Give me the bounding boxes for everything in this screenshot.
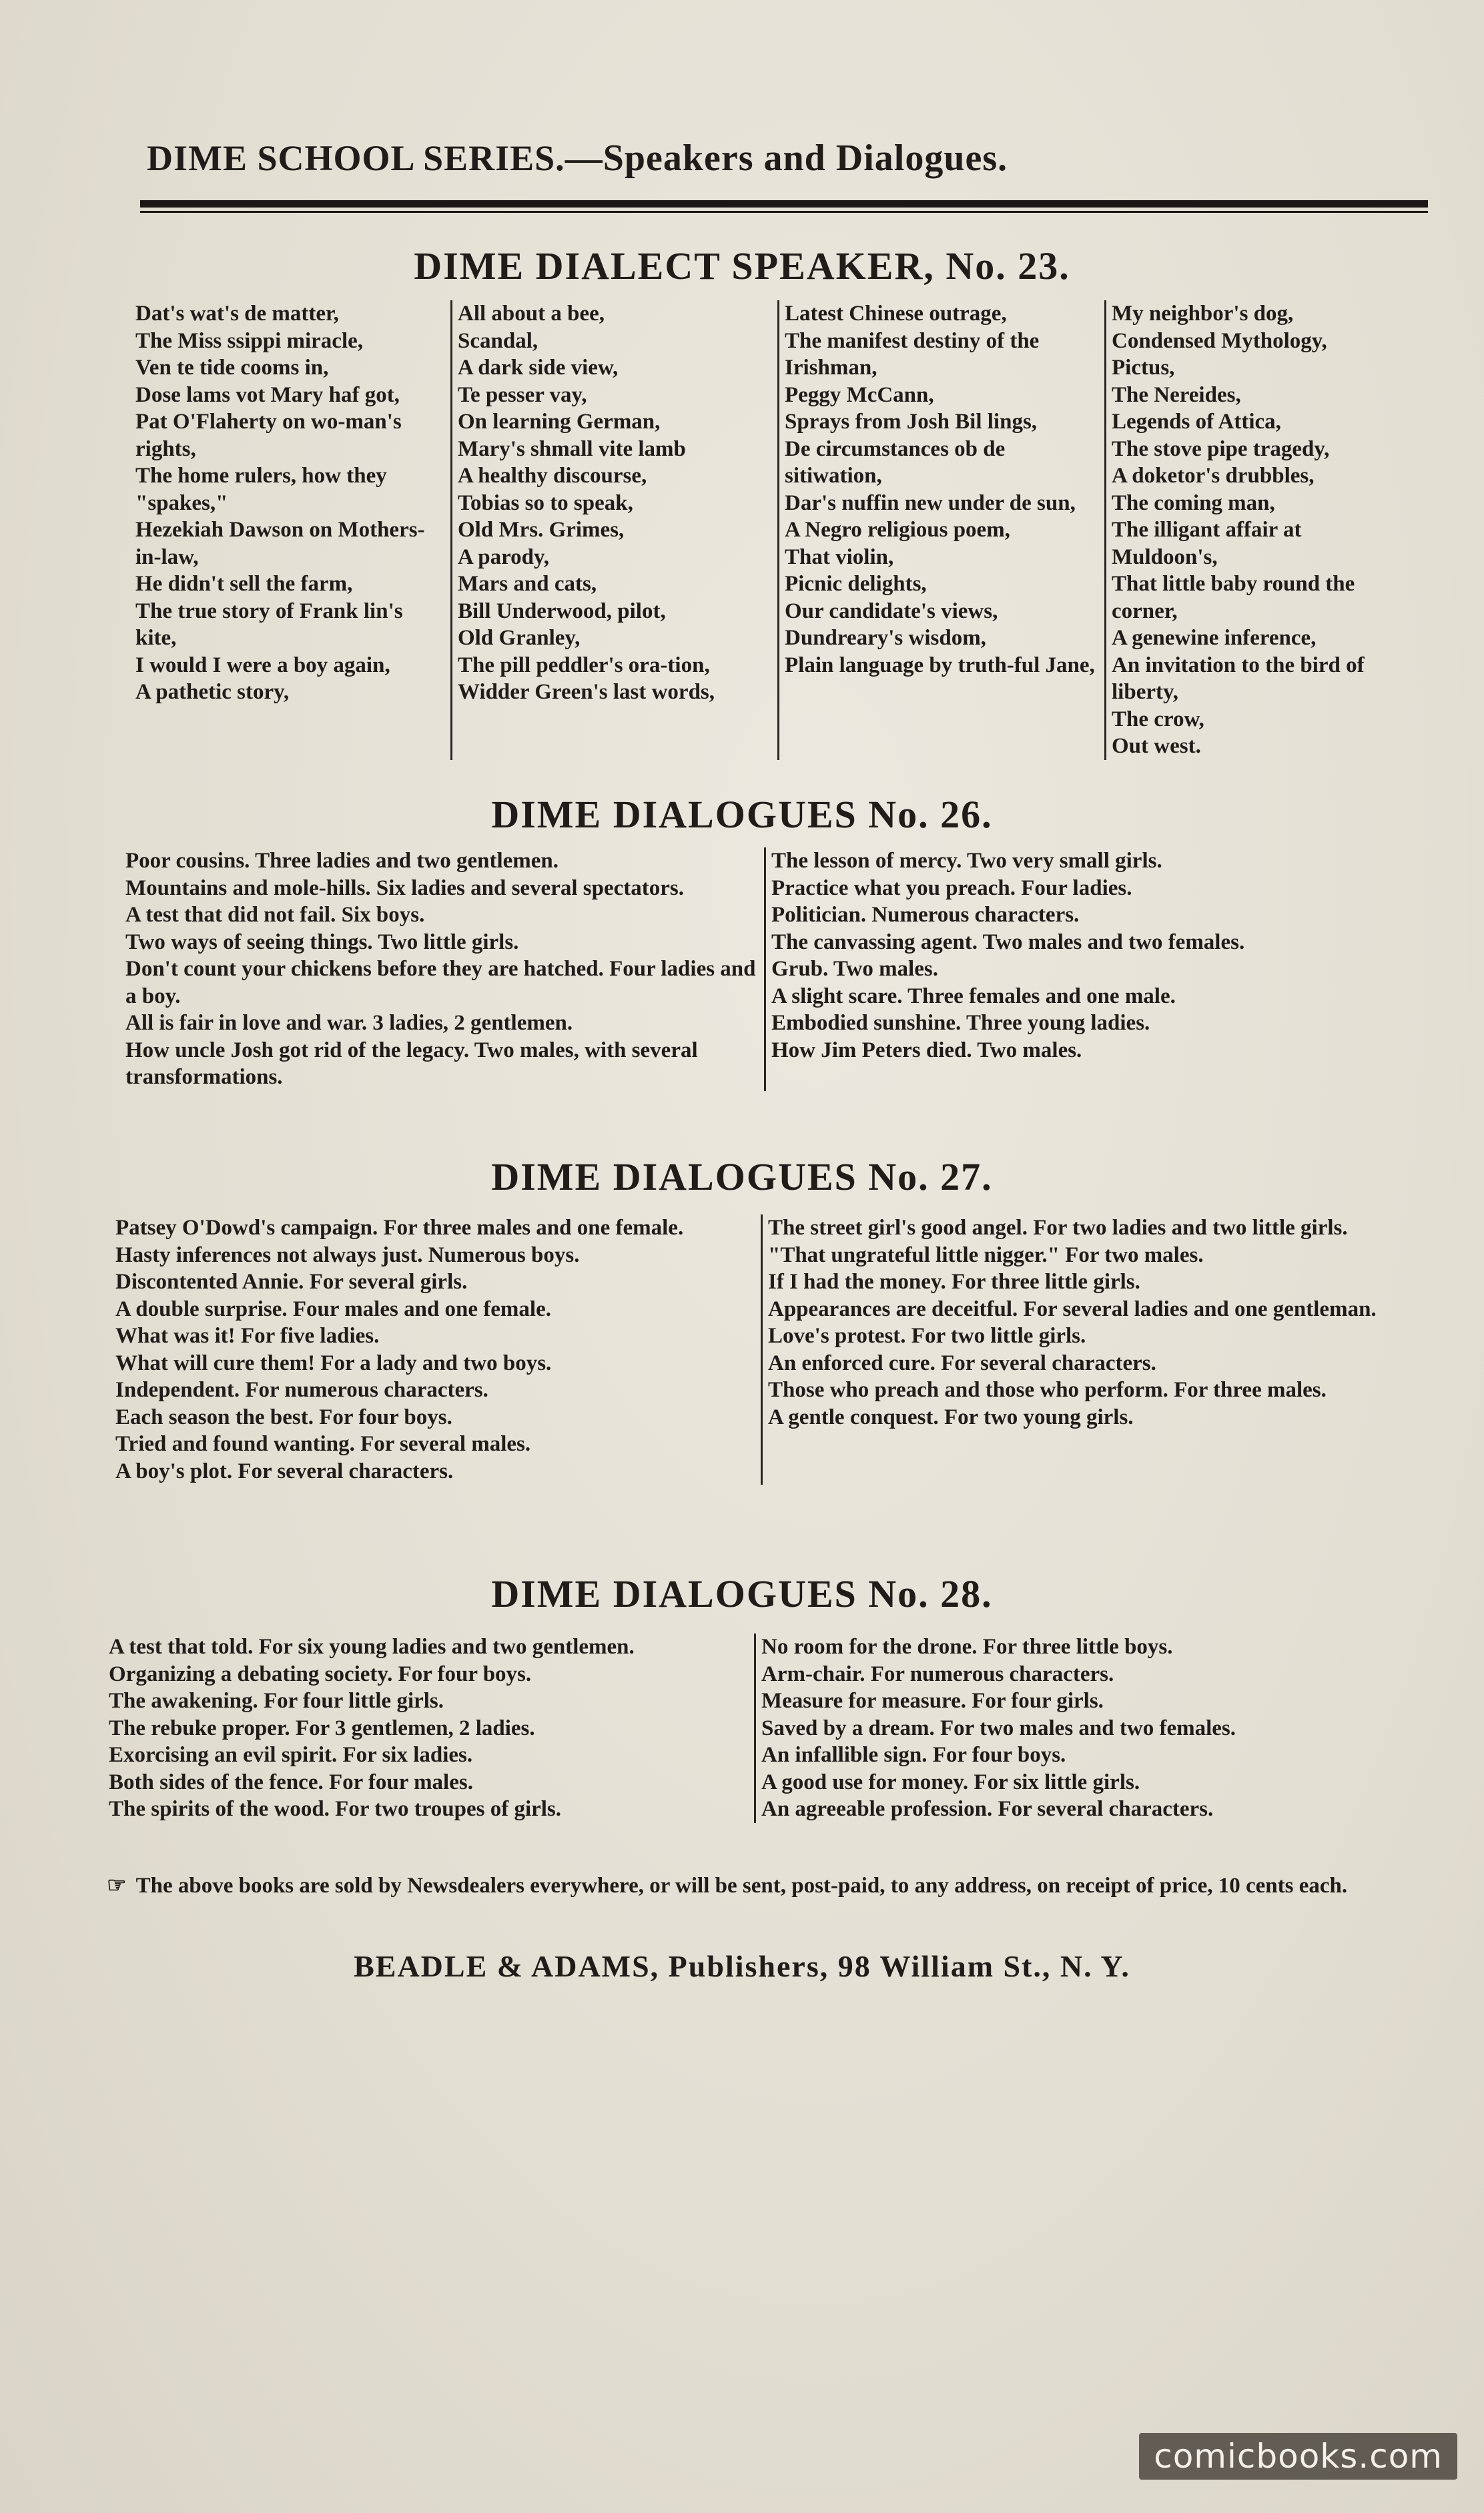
list-item: Don't count your chickens before they are hatched. Four ladies and a boy. [125, 957, 756, 1008]
list-item: An agreeable profession. For several characters. [761, 1797, 1214, 1821]
list-item: The street girl's good angel. For two ladies and two little girls. [768, 1216, 1348, 1240]
list-item: Te pesser vay, [458, 382, 587, 407]
list-item: What will cure them! For a lady and two boys. [115, 1351, 552, 1375]
list-item: Dundreary's wisdom, [785, 626, 986, 650]
list-item: A genewine inference, [1112, 626, 1317, 650]
column [120, 847, 764, 1091]
list-item: The Miss ssippi miracle, [135, 328, 364, 353]
list-item: Politician. Numerous characters. [771, 903, 1080, 927]
speaker-23-columns [130, 300, 1408, 760]
list-item: Latest Chinese outrage, [785, 302, 1007, 326]
list-item: An enforced cure. For several characters. [768, 1351, 1156, 1375]
list-item: A boy's plot. For several characters. [115, 1459, 454, 1483]
list-item: Pat O'Flaherty on wo-man's rights, [135, 410, 402, 461]
list-item: The rebuke proper. For 3 gentlemen, 2 ladies. [109, 1716, 535, 1740]
list-item: That little baby round the corner, [1112, 572, 1355, 623]
list-item: The stove pipe tragedy, [1112, 436, 1330, 461]
list-item: Peggy McCann, [785, 382, 934, 407]
list-item: Picnic delights, [785, 572, 927, 596]
column [764, 847, 1411, 1091]
pointing-hand-icon: ☞ [107, 1874, 127, 1898]
list-item: Two ways of seeing things. Two little girls. [125, 930, 519, 954]
list-item: The illigant affair at Muldoon's, [1112, 518, 1302, 569]
list-item: Measure for measure. For four girls. [761, 1689, 1104, 1713]
list-item: Arm-chair. For numerous characters. [761, 1662, 1114, 1686]
list-item: A test that did not fail. Six boys. [125, 903, 425, 927]
list-item: Out west. [1112, 734, 1201, 758]
column [761, 1214, 1411, 1485]
list-item: Scandal, [458, 328, 538, 353]
list-item: How uncle Josh got rid of the legacy. Two males, with several transformations. [125, 1038, 698, 1089]
list-item: No room for the drone. For three little boys. [761, 1635, 1173, 1659]
list-item: The home rulers, how they "spakes," [135, 464, 387, 515]
list-item: A healthy discourse, [458, 464, 647, 488]
list-item: That violin, [785, 545, 894, 569]
series-title: DIME SCHOOL SERIES. [147, 138, 565, 178]
section-title-dialogues-27: DIME DIALOGUES No. 27. [491, 1155, 993, 1198]
list-item: The crow, [1112, 707, 1204, 731]
list-item: The coming man, [1112, 490, 1275, 515]
list-item: Each season the best. For four boys. [115, 1405, 452, 1429]
list-item: A slight scare. Three females and one male. [771, 984, 1176, 1008]
list-item: Appearances are deceitful. For several ladies and one gentleman. [768, 1297, 1377, 1321]
list-item: Independent. For numerous characters. [115, 1378, 488, 1402]
column [754, 1634, 1411, 1823]
list-item: Hezekiah Dawson on Mothers-in-law, [135, 518, 425, 569]
section-title-dialogues-26: DIME DIALOGUES No. 26. [491, 793, 993, 836]
dialogues-26-columns [120, 847, 1411, 1091]
list-item: Saved by a dream. For two males and two females. [761, 1716, 1236, 1740]
series-subtitle: —Speakers and Dialogues. [565, 137, 1008, 179]
list-item: If I had the money. For three little girls. [768, 1270, 1140, 1294]
list-item: Bill Underwood, pilot, [458, 599, 666, 623]
list-item: Practice what you preach. Four ladies. [771, 875, 1132, 900]
list-item: I would I were a boy again, [135, 653, 390, 677]
list-item: A double surprise. Four males and one female. [115, 1297, 551, 1321]
list-item: Hasty inferences not always just. Numerous boys. [115, 1242, 580, 1267]
column [110, 1214, 761, 1485]
list-item: Pictus, [1112, 356, 1175, 380]
list-item: A gentle conquest. For two young girls. [768, 1405, 1134, 1429]
list-item: Mountains and mole-hills. Six ladies and several spectators. [125, 875, 684, 900]
list-item: The lesson of mercy. Two very small girls. [771, 849, 1162, 873]
header-rule-thin [140, 211, 1428, 213]
section-title-dialogues-28: DIME DIALOGUES No. 28. [491, 1572, 993, 1616]
column [450, 300, 777, 760]
list-item: The pill peddler's ora-tion, [458, 653, 710, 677]
list-item: Dat's wat's de matter, [135, 302, 339, 326]
list-item: My neighbor's dog, [1112, 302, 1294, 326]
list-item: He didn't sell the farm, [135, 572, 353, 596]
list-item: A parody, [458, 545, 549, 569]
list-item: Love's protest. For two little girls. [768, 1324, 1086, 1348]
list-item: The spirits of the wood. For two troupes of girls. [109, 1797, 562, 1821]
list-item: What was it! For five ladies. [115, 1324, 380, 1348]
list-item: A dark side view, [458, 356, 619, 380]
list-item: Legends of Attica, [1112, 410, 1281, 434]
list-item: Tried and found wanting. For several males. [115, 1432, 531, 1456]
list-item: Grub. Two males. [771, 957, 938, 981]
list-item: Old Mrs. Grimes, [458, 518, 625, 542]
list-item: Our candidate's views, [785, 599, 998, 623]
footnote-text: The above books are sold by Newsdealers everywhere, or will be sent, post-paid, to any address, on receipt of price, 10 cents each. [135, 1874, 1348, 1898]
header-rule [140, 200, 1428, 208]
list-item: An invitation to the bird of liberty, [1112, 653, 1365, 704]
watermark: comicbooks.com [1139, 2433, 1457, 2480]
column [130, 300, 450, 760]
list-item: Poor cousins. Three ladies and two gentlemen. [125, 849, 559, 873]
list-item: Plain language by truth-ful Jane, [785, 653, 1095, 677]
footnote [107, 1872, 1375, 1900]
section-title-speaker-23: DIME DIALECT SPEAKER, No. 23. [414, 244, 1070, 288]
list-item: On learning German, [458, 410, 661, 434]
list-item: Old Granley, [458, 626, 581, 650]
list-item: Those who preach and those who perform. For three males. [768, 1378, 1327, 1402]
column [777, 300, 1104, 760]
column [1104, 300, 1408, 760]
list-item: Mary's shmall vite lamb [458, 436, 686, 461]
list-item: The canvassing agent. Two males and two females. [771, 930, 1245, 954]
list-item: A pathetic story, [135, 680, 290, 704]
dialogues-27-columns [110, 1214, 1411, 1485]
list-item: Embodied sunshine. Three young ladies. [771, 1011, 1150, 1035]
list-item: De circumstances ob de sitiwation, [785, 436, 1006, 488]
list-item: Patsey O'Dowd's campaign. For three males and one female. [115, 1216, 684, 1240]
page-header [147, 137, 1361, 180]
list-item: Exorcising an evil spirit. For six ladies. [109, 1743, 473, 1767]
list-item: A test that told. For six young ladies and two gentlemen. [109, 1635, 635, 1659]
list-item: How Jim Peters died. Two males. [771, 1038, 1082, 1062]
list-item: The manifest destiny of the Irishman, [785, 328, 1040, 380]
list-item: "That ungrateful little nigger." For two males. [768, 1242, 1204, 1267]
list-item: Widder Green's last words, [458, 680, 715, 704]
list-item: Discontented Annie. For several girls. [115, 1270, 468, 1294]
column [103, 1634, 754, 1823]
list-item: Tobias so to speak, [458, 490, 633, 515]
list-item: Mars and cats, [458, 572, 597, 596]
list-item: A doketor's drubbles, [1112, 464, 1315, 488]
list-item: Dose lams vot Mary haf got, [135, 382, 400, 407]
publisher-imprint: BEADLE & ADAMS, Publishers, 98 William St., N. Y. [354, 1949, 1130, 1983]
list-item: All about a bee, [458, 302, 605, 326]
list-item: The true story of Frank lin's kite, [135, 599, 403, 650]
dialogues-28-columns [103, 1634, 1411, 1823]
list-item: All is fair in love and war. 3 ladies, 2 gentlemen. [125, 1011, 573, 1035]
list-item: An infallible sign. For four boys. [761, 1743, 1066, 1767]
list-item: Organizing a debating society. For four boys. [109, 1662, 532, 1686]
list-item: Ven te tide cooms in, [135, 356, 329, 380]
list-item: A Negro religious poem, [785, 518, 1010, 542]
list-item: Dar's nuffin new under de sun, [785, 490, 1076, 515]
list-item: The awakening. For four little girls. [109, 1689, 444, 1713]
list-item: Sprays from Josh Bil lings, [785, 410, 1038, 434]
list-item: Both sides of the fence. For four males. [109, 1770, 473, 1794]
list-item: The Nereides, [1112, 382, 1241, 407]
list-item: A good use for money. For six little girls. [761, 1770, 1140, 1794]
list-item: Condensed Mythology, [1112, 328, 1327, 353]
